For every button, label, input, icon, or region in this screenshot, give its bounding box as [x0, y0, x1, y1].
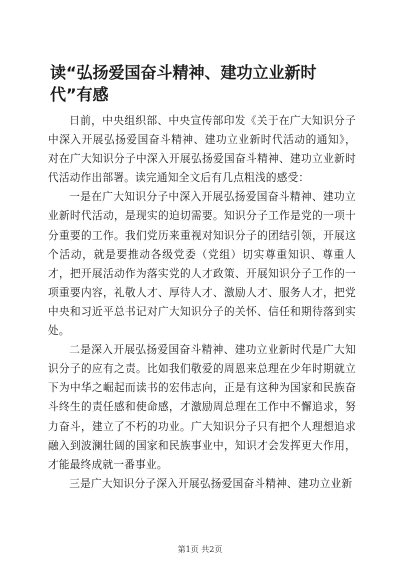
- paragraph-third-point: 三是广大知识分子深入开展弘扬爱国奋斗精神、建功立业新: [69, 477, 353, 490]
- document-body: [48, 112, 356, 494]
- page-footer: 第1页 共2页: [177, 545, 223, 554]
- paragraph-intro: 日前，中央组织部、中央宣传部印发《关于在广大知识分子中深入开展弘扬爱国奋斗精神、建功立业新时代活动的通知》，对在广大知识分子中深入开展弘扬爱国奋斗精神、建功立业新时代活动作出部署。读完通知全文后有几点粗浅的感受：: [48, 115, 356, 185]
- paragraph-first-point: 一是在广大知识分子中深入开展弘扬爱国奋斗精神、建功立业新时代活动，是现实的迫切需要。知识分子工作是党的一项十分重要的工作。我们党历来重视对知识分子的团结引领，开展这个活动，就是要推动各级党委（党组）切实尊重知识、尊重人才，把开展活动作为落实党的人才政策、开展知识分子工作的一项重要内容，礼敬人才、厚待人才、激励人才、服务人才，把党中央和习近平总书记对广大知识分子的关怀、信任和期待落到实处。: [48, 191, 356, 338]
- paragraph-second-point: 二是深入开展弘扬爱国奋斗精神、建功立业新时代是广大知识分子的应有之责。比如我们敬爱的周恩来总理在少年时期就立下为中华之崛起而读书的宏伟志向，正是有这种为国家和民族奋斗终生的责任感和使命感，才激励周总理在工作中不懈追求，努力奋斗，建立了不朽的功业。广大知识分子只有把个人理想追求融入到波澜壮阔的国家和民族事业中，知识才会发挥更大作用，才能最终成就一番事业。: [48, 344, 356, 471]
- page-title: 读“弘扬爱国奋斗精神、建功立业新时代”有感: [50, 63, 317, 104]
